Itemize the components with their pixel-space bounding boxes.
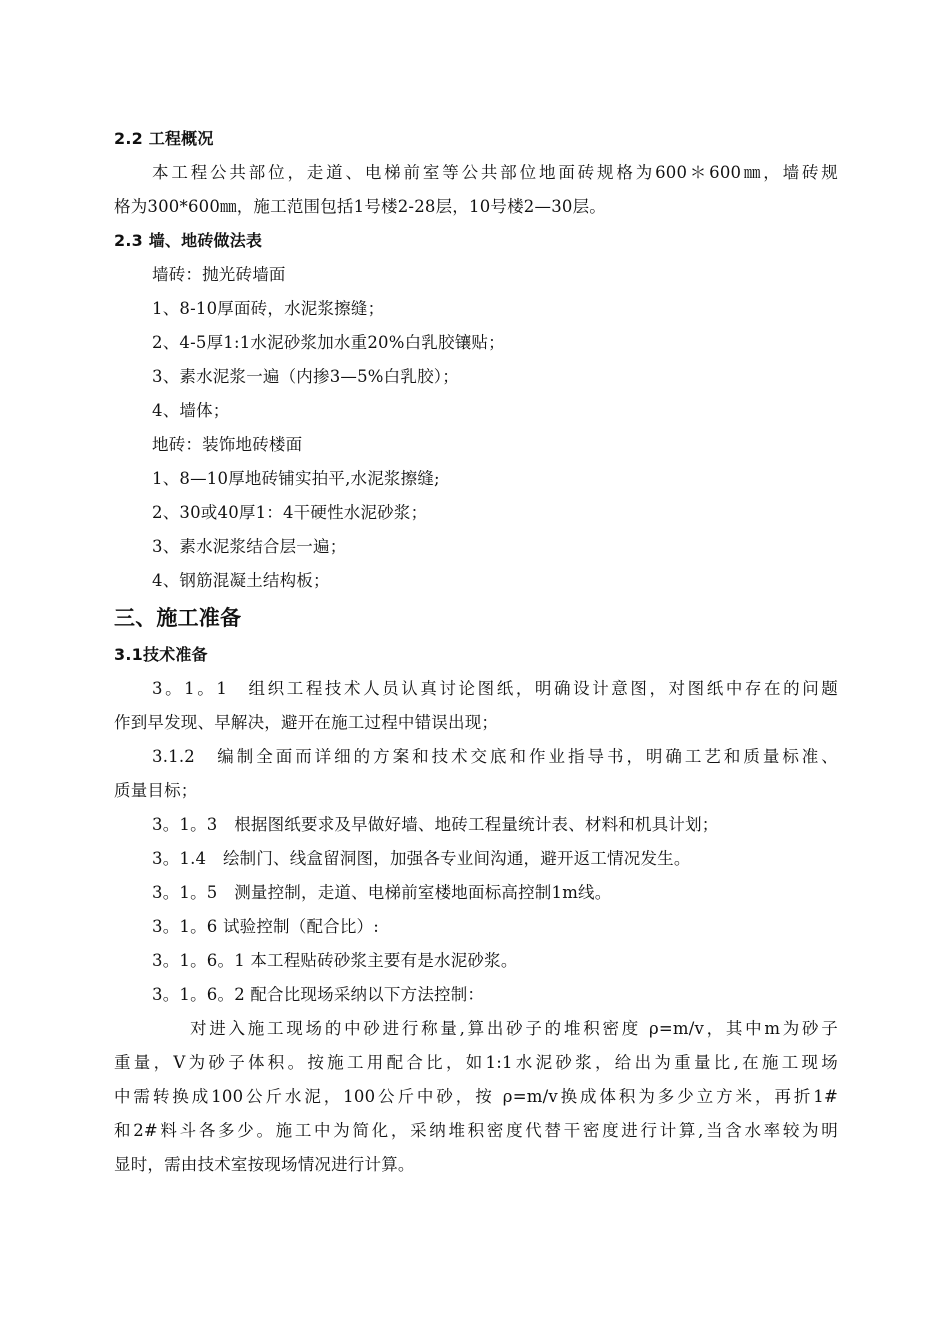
document-body — [114, 122, 838, 1182]
section-heading-2-3: 2.3 墙、地砖做法表 — [114, 231, 263, 250]
paragraph-line: 和2#料斗各多少。施工中为简化，采纳堆积密度代替干密度进行计算,当含水率较为明 — [114, 1121, 838, 1140]
paragraph-line: 3。1。5 测量控制，走道、电梯前室楼地面标高控制1m线。 — [152, 883, 612, 902]
paragraph-line: 3。1.4 绘制门、线盒留洞图，加强各专业间沟通，避开返工情况发生。 — [152, 849, 691, 868]
list-item: 2、30或40厚1：4干硬性水泥砂浆； — [152, 503, 428, 522]
paragraph-line: 3。1。6。2 配合比现场采纳以下方法控制： — [152, 985, 485, 1004]
list-item: 3、素水泥浆一遍（内掺3—5%白乳胶）； — [152, 367, 459, 386]
list-item: 1、8—10厚地砖铺实拍平,水泥浆擦缝; — [152, 469, 440, 488]
paragraph-line: 重量，V为砂子体积。按施工用配合比，如1:1水泥砂浆，给出为重量比,在施工现场 — [114, 1053, 838, 1072]
paragraph-line: 3。1。3 根据图纸要求及早做好墙、地砖工程量统计表、材料和机具计划； — [152, 815, 719, 834]
paragraph-line: 3.1.2 编制全面而详细的方案和技术交底和作业指导书，明确工艺和质量标准、 — [152, 747, 838, 766]
paragraph-line: 作到早发现、早解决，避开在施工过程中错误出现； — [114, 713, 499, 732]
list-item: 3、素水泥浆结合层一遍； — [152, 537, 347, 556]
list-item: 2、4-5厚1:1水泥砂浆加水重20%白乳胶镶贴； — [152, 333, 505, 352]
paragraph-line: 对进入施工现场的中砂进行称量,算出砂子的堆积密度 ρ=m/v，其中m为砂子 — [190, 1019, 838, 1038]
wall-tile-title: 墙砖：抛光砖墙面 — [152, 265, 286, 284]
list-item: 4、墙体； — [152, 401, 230, 420]
list-item: 4、钢筋混凝土结构板； — [152, 571, 330, 590]
list-item: 1、8-10厚面砖，水泥浆擦缝； — [152, 299, 385, 318]
paragraph-line: 质量目标； — [114, 781, 198, 800]
section-heading-2-2: 2.2 工程概况 — [114, 129, 214, 148]
paragraph-line: 3。1。6 试验控制（配合比）: — [152, 917, 379, 936]
floor-tile-title: 地砖：装饰地砖楼面 — [152, 435, 303, 454]
paragraph-line: 中需转换成100公斤水泥，100公斤中砂，按 ρ=m/v换成体积为多少立方米，再折1# — [114, 1087, 838, 1106]
paragraph-line: 显时，需由技术室按现场情况进行计算。 — [114, 1155, 415, 1174]
paragraph-line: 本工程公共部位，走道、电梯前室等公共部位地面砖规格为600＊600㎜，墙砖规 — [152, 163, 838, 182]
paragraph-line: 3。1。6。1 本工程贴砖砂浆主要有是水泥砂浆。 — [152, 951, 518, 970]
section-heading-3-1: 3.1技术准备 — [114, 645, 208, 664]
chapter-heading-3: 三、施工准备 — [114, 606, 242, 630]
paragraph-line: 格为300*600㎜，施工范围包括1号楼2-28层，10号楼2—30层。 — [114, 197, 606, 216]
paragraph-line: 3。1。1 组织工程技术人员认真讨论图纸，明确设计意图，对图纸中存在的问题 — [152, 679, 838, 698]
